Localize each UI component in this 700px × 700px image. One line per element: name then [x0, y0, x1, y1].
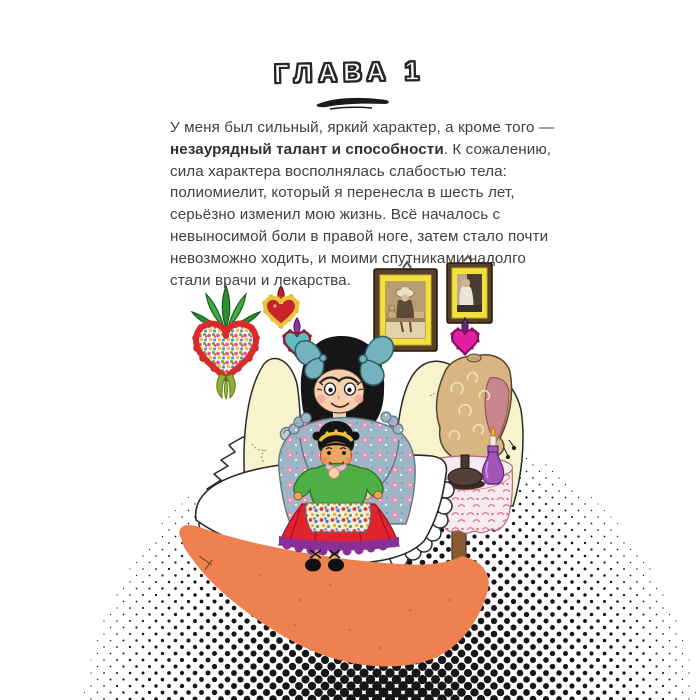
title-underline-swoosh: [317, 98, 389, 109]
chapter-heading: [0, 57, 700, 88]
chapter-title: ГЛАВА 1: [274, 55, 426, 89]
milagro-heart-red-yellow: [263, 286, 299, 328]
paragraph-text-bold: незаурядный талант и способности: [170, 140, 444, 158]
milagro-heart-large: [192, 286, 260, 399]
paragraph-text-post: . К сожалению, сила характера восполнялась слабостью тела: полиомиелит, который я перенесла в шесть лет, серьёзно изменил мою жизнь. Всё началось с невыносимой боли в правой ноге, затем стало почти невозможно ходить, и моими спутниками надолго стали врачи и лекарства.: [170, 140, 552, 289]
doll-shoe-right: [328, 559, 344, 572]
doll-shoe-left: [305, 559, 321, 572]
body-paragraph: [170, 117, 558, 291]
doll-floral-panel: [306, 503, 371, 532]
girl-hand: [329, 468, 340, 479]
paragraph-text-pre: У меня был сильный, яркий характер, а кроме того —: [170, 119, 555, 136]
